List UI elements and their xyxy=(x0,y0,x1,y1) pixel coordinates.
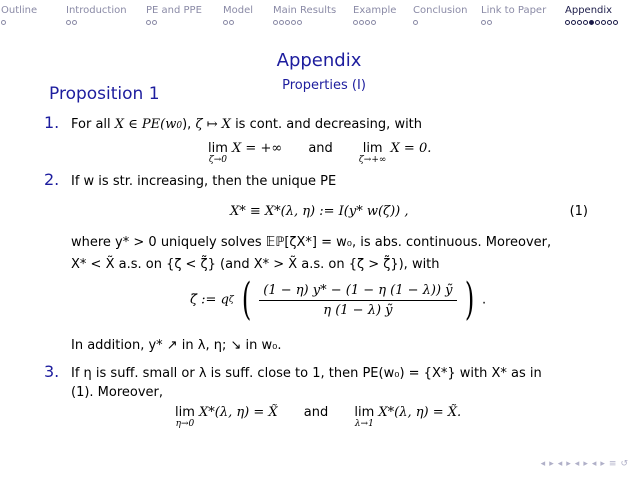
lim-body: X*(λ, η) = X̃ xyxy=(199,405,278,420)
lim-label: lim xyxy=(362,141,383,156)
nav-section-label: PE and PPE xyxy=(146,5,202,16)
nav-section-label: Model xyxy=(223,5,254,16)
item1-close: ), xyxy=(182,117,192,132)
nav-section-label: Appendix xyxy=(565,5,613,16)
nav-section-label: Example xyxy=(353,5,397,16)
item3-line-a: If η is suff. small or λ is suff. close to 1, then PE(w₀) = {X*} with X* as in xyxy=(71,366,542,381)
list-number: 2. xyxy=(44,170,60,189)
lim-sub: η→0 xyxy=(175,419,195,429)
block-title: Proposition 1 xyxy=(49,84,160,104)
prev-section-icon[interactable]: ◂ xyxy=(574,459,580,469)
fraction-denominator: η (1 − λ) ỹ xyxy=(323,302,393,318)
limit-2 xyxy=(359,141,386,165)
outline-icon[interactable]: ≡ xyxy=(608,459,617,469)
item1-x-in: X ∈ PE(w xyxy=(114,117,177,132)
list-number: 1. xyxy=(44,113,60,132)
lim-body: X*(λ, η) = X̃. xyxy=(378,405,462,420)
nav-section-label: Link to Paper xyxy=(481,5,547,16)
item1-line: For all X ∈ PE(w0), ζ ↦ X is cont. and decreasing, with xyxy=(71,117,423,132)
nav-section-label: Conclusion xyxy=(413,5,468,16)
item2-line-b: X* < X̃ a.s. on {ζ < ζ̃} (and X* > X̃ a.s. on {ζ > ζ̃}), with xyxy=(71,257,440,272)
lim-sub: ζ→+∞ xyxy=(358,155,387,165)
limit-1 xyxy=(208,141,228,165)
item3-line-b: (1). Moreover, xyxy=(71,385,164,400)
item1-zeta-map: ζ ↦ X xyxy=(195,117,231,132)
lim-label: lim xyxy=(175,405,195,420)
lim-sub: ζ→0 xyxy=(208,155,228,165)
nav-section-label: Main Results xyxy=(273,5,337,16)
equation-1: X* ≡ X*(λ, η) := I(y* w(ζ)) , xyxy=(230,204,409,219)
beamer-navigation-symbols xyxy=(541,459,628,469)
fraction xyxy=(259,283,456,318)
right-paren: ) xyxy=(464,274,474,325)
prev-subsection-icon[interactable]: ◂ xyxy=(557,459,563,469)
limit-1 xyxy=(175,405,195,429)
next-slide-icon[interactable]: ▸ xyxy=(600,459,605,469)
lim-label: lim xyxy=(208,141,228,156)
frame-title: Appendix xyxy=(276,50,362,71)
lim-body: X = +∞ xyxy=(232,141,283,156)
frame-subtitle: Properties (I) xyxy=(282,78,366,93)
list-number: 3. xyxy=(44,362,60,381)
item1-text-pre: For all xyxy=(71,117,115,132)
period: . xyxy=(481,292,487,308)
lim-label: lim xyxy=(354,405,375,420)
search-icon[interactable]: ↺ xyxy=(620,459,628,469)
next-frame-icon[interactable]: ▸ xyxy=(549,459,554,469)
and-word: and xyxy=(308,141,333,156)
next-subsection-icon[interactable]: ▸ xyxy=(566,459,571,469)
fraction-numerator: (1 − η) y* − (1 − η (1 − λ)) ỹ xyxy=(259,283,456,301)
limit-2 xyxy=(354,405,374,429)
item3-limits xyxy=(175,405,461,429)
item1-text-mid: is cont. and decreasing, with xyxy=(230,117,423,132)
lim-sub: λ→1 xyxy=(354,419,374,429)
equation-number: (1) xyxy=(569,204,588,219)
left-paren: ( xyxy=(241,274,252,325)
next-section-icon[interactable]: ▸ xyxy=(583,459,588,469)
prev-slide-icon[interactable]: ◂ xyxy=(591,459,597,469)
item2-intro: If w is str. increasing, then the unique PE xyxy=(71,174,337,189)
nav-section-label: Introduction xyxy=(66,5,127,16)
zeta-definition xyxy=(190,274,487,325)
nav-section-label: Outline xyxy=(1,5,38,16)
zeta-def-sub: ζ xyxy=(228,295,234,305)
zeta-def-lhs: ζ̃ := q xyxy=(190,292,229,308)
item2-line-a: where y* > 0 uniquely solves 𝔼ℙ[ζX*] = w₀, is abs. continuous. Moreover, xyxy=(71,235,552,250)
item1-limits xyxy=(208,141,431,165)
lim-body: X = 0. xyxy=(390,141,432,156)
prev-frame-icon[interactable]: ◂ xyxy=(540,459,546,469)
and-word: and xyxy=(303,405,329,420)
item2-line-c: In addition, y* ↗ in λ, η; ↘ in w₀. xyxy=(71,338,282,353)
